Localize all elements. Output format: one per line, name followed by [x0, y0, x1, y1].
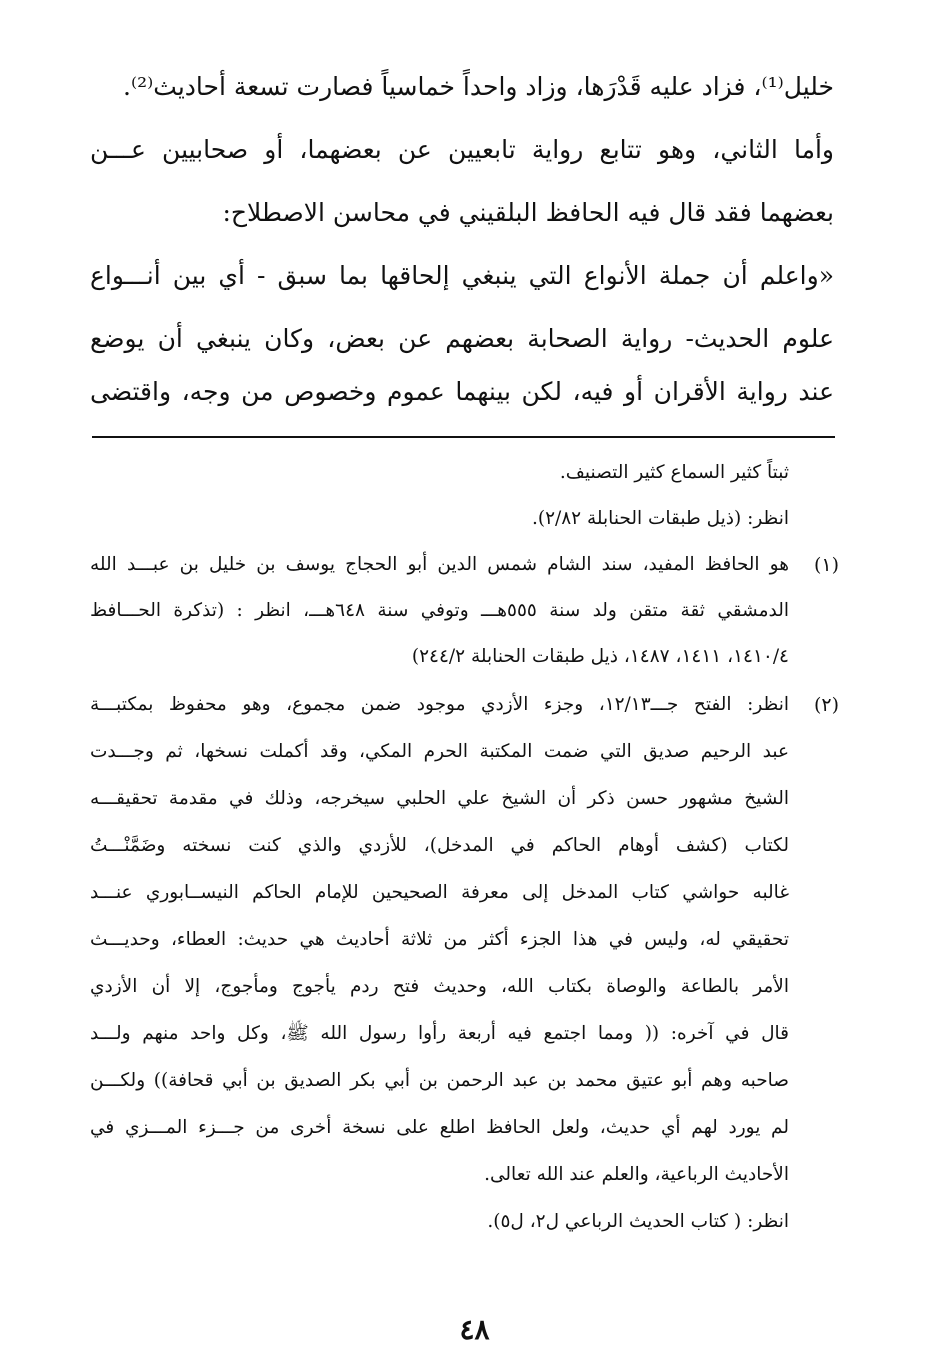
footnote-line: الشيخ مشهور حسن ذكر أن الشيخ علي الحلبي سيخرجه، وذلك في مقدمة تحقيقـــه	[90, 788, 789, 809]
body-line: «واعلم أن جملة الأنواع التي ينبغي إلحاقها بما سبق - أي بين أنـــواع	[90, 261, 834, 290]
page-number: ٤٨	[459, 1313, 490, 1346]
footnote-line: صاحبه وهم أبو عتيق محمد بن عبد الرحمن بن أبي بكر الصديق بن أبي قحافة)) ولكـــن	[90, 1070, 789, 1091]
body-line: بعضهما فقد قال فيه الحافظ البلقيني في محاسن الاصطلاح:	[222, 198, 834, 227]
body-line: وأما الثاني، وهو تتابع رواية تابعيين عن بعضهما، أو صحابيين عـــن	[90, 135, 834, 164]
footnote-line: الأحاديث الرباعية، والعلم عند الله تعالى.	[484, 1164, 789, 1185]
footnote-line: تحقيقي له، وليس في هذا الجزء أكثر من ثلاثة أحاديث هي حديث: العطاء، وحديـــث	[90, 929, 789, 950]
footnote-line: لكتاب (كشف أوهام الحاكم في المدخل)، للأزدي والذي كنت نسخته وضَمَّنْـــتُ	[90, 835, 789, 856]
footnote-number: (٢)	[813, 694, 839, 716]
footnote-line: غالبه حواشي كتاب المدخل إلى معرفة الصحيحين للإمام الحاكم النيســابوري عنـــد	[90, 882, 789, 903]
footnote-line: الدمشقي ثقة متقن ولد سنة ٥٥٥هـــ وتوفي سنة ٦٤٨هـــ، انظر : (تذكرة الحـــافظ	[90, 600, 789, 621]
footnote-line: انظر: الفتح جـــ١٢/١٣، وجزء الأزدي موجود ضمن مجموع، وهو محفوظ بمكتبـــة	[90, 694, 789, 715]
body-line: خليل⁽¹⁾، فزاد عليه قَدْرَها، وزاد واحداً خماسياً فصارت تسعة أحاديث⁽²⁾.	[123, 72, 834, 101]
footnote-number: (١)	[813, 554, 839, 576]
footnote-separator	[92, 436, 835, 438]
footnote-line: انظر: (ذيل طبقات الحنابلة ٢/٨٢).	[531, 508, 789, 529]
footnote-line: هو الحافظ المفيد، سند الشام شمس الدين أبو الحجاج يوسف بن خليل بن عبـــد الله	[90, 554, 789, 575]
footnote-line: الأمر بالطاعة والوصاة بكتاب الله، وحديث فتح ردم يأجوج ومأجوج، إلا أن الأزدي	[90, 976, 789, 997]
footnote-line: انظر: ( كتاب الحديث الرباعي ل٢، ل٥).	[487, 1211, 789, 1232]
body-line: عند رواية الأقران أو فيه، لكن بينهما عموم وخصوص من وجه، واقتضى	[90, 377, 834, 406]
footnote-line: عبد الرحيم صديق التي ضمت المكتبة الحرم المكي، وقد أكملت نسخها، ثم وجـــدت	[90, 741, 789, 762]
footnote-line: قال في آخره: (( ومما اجتمع فيه أربعة رأوا رسول الله ﷺ، وكل واحد منهم ولـــد	[90, 1023, 789, 1044]
footnote-line: لم يورد لهم أي حديث، ولعل الحافظ اطلع على نسخة أخرى من جـــزء المـــزي في	[90, 1117, 789, 1138]
body-line: علوم الحديث- رواية الصحابة بعضهم عن بعض، وكان ينبغي أن يوضع	[90, 324, 834, 353]
footnote-line: ١٤١٠/٤، ١٤١١، ١٤٨٧، ذيل طبقات الحنابلة ٢٤٤/٢)	[411, 646, 789, 667]
footnote-line: ثبتاً كثير السماع كثير التصنيف.	[559, 462, 789, 483]
